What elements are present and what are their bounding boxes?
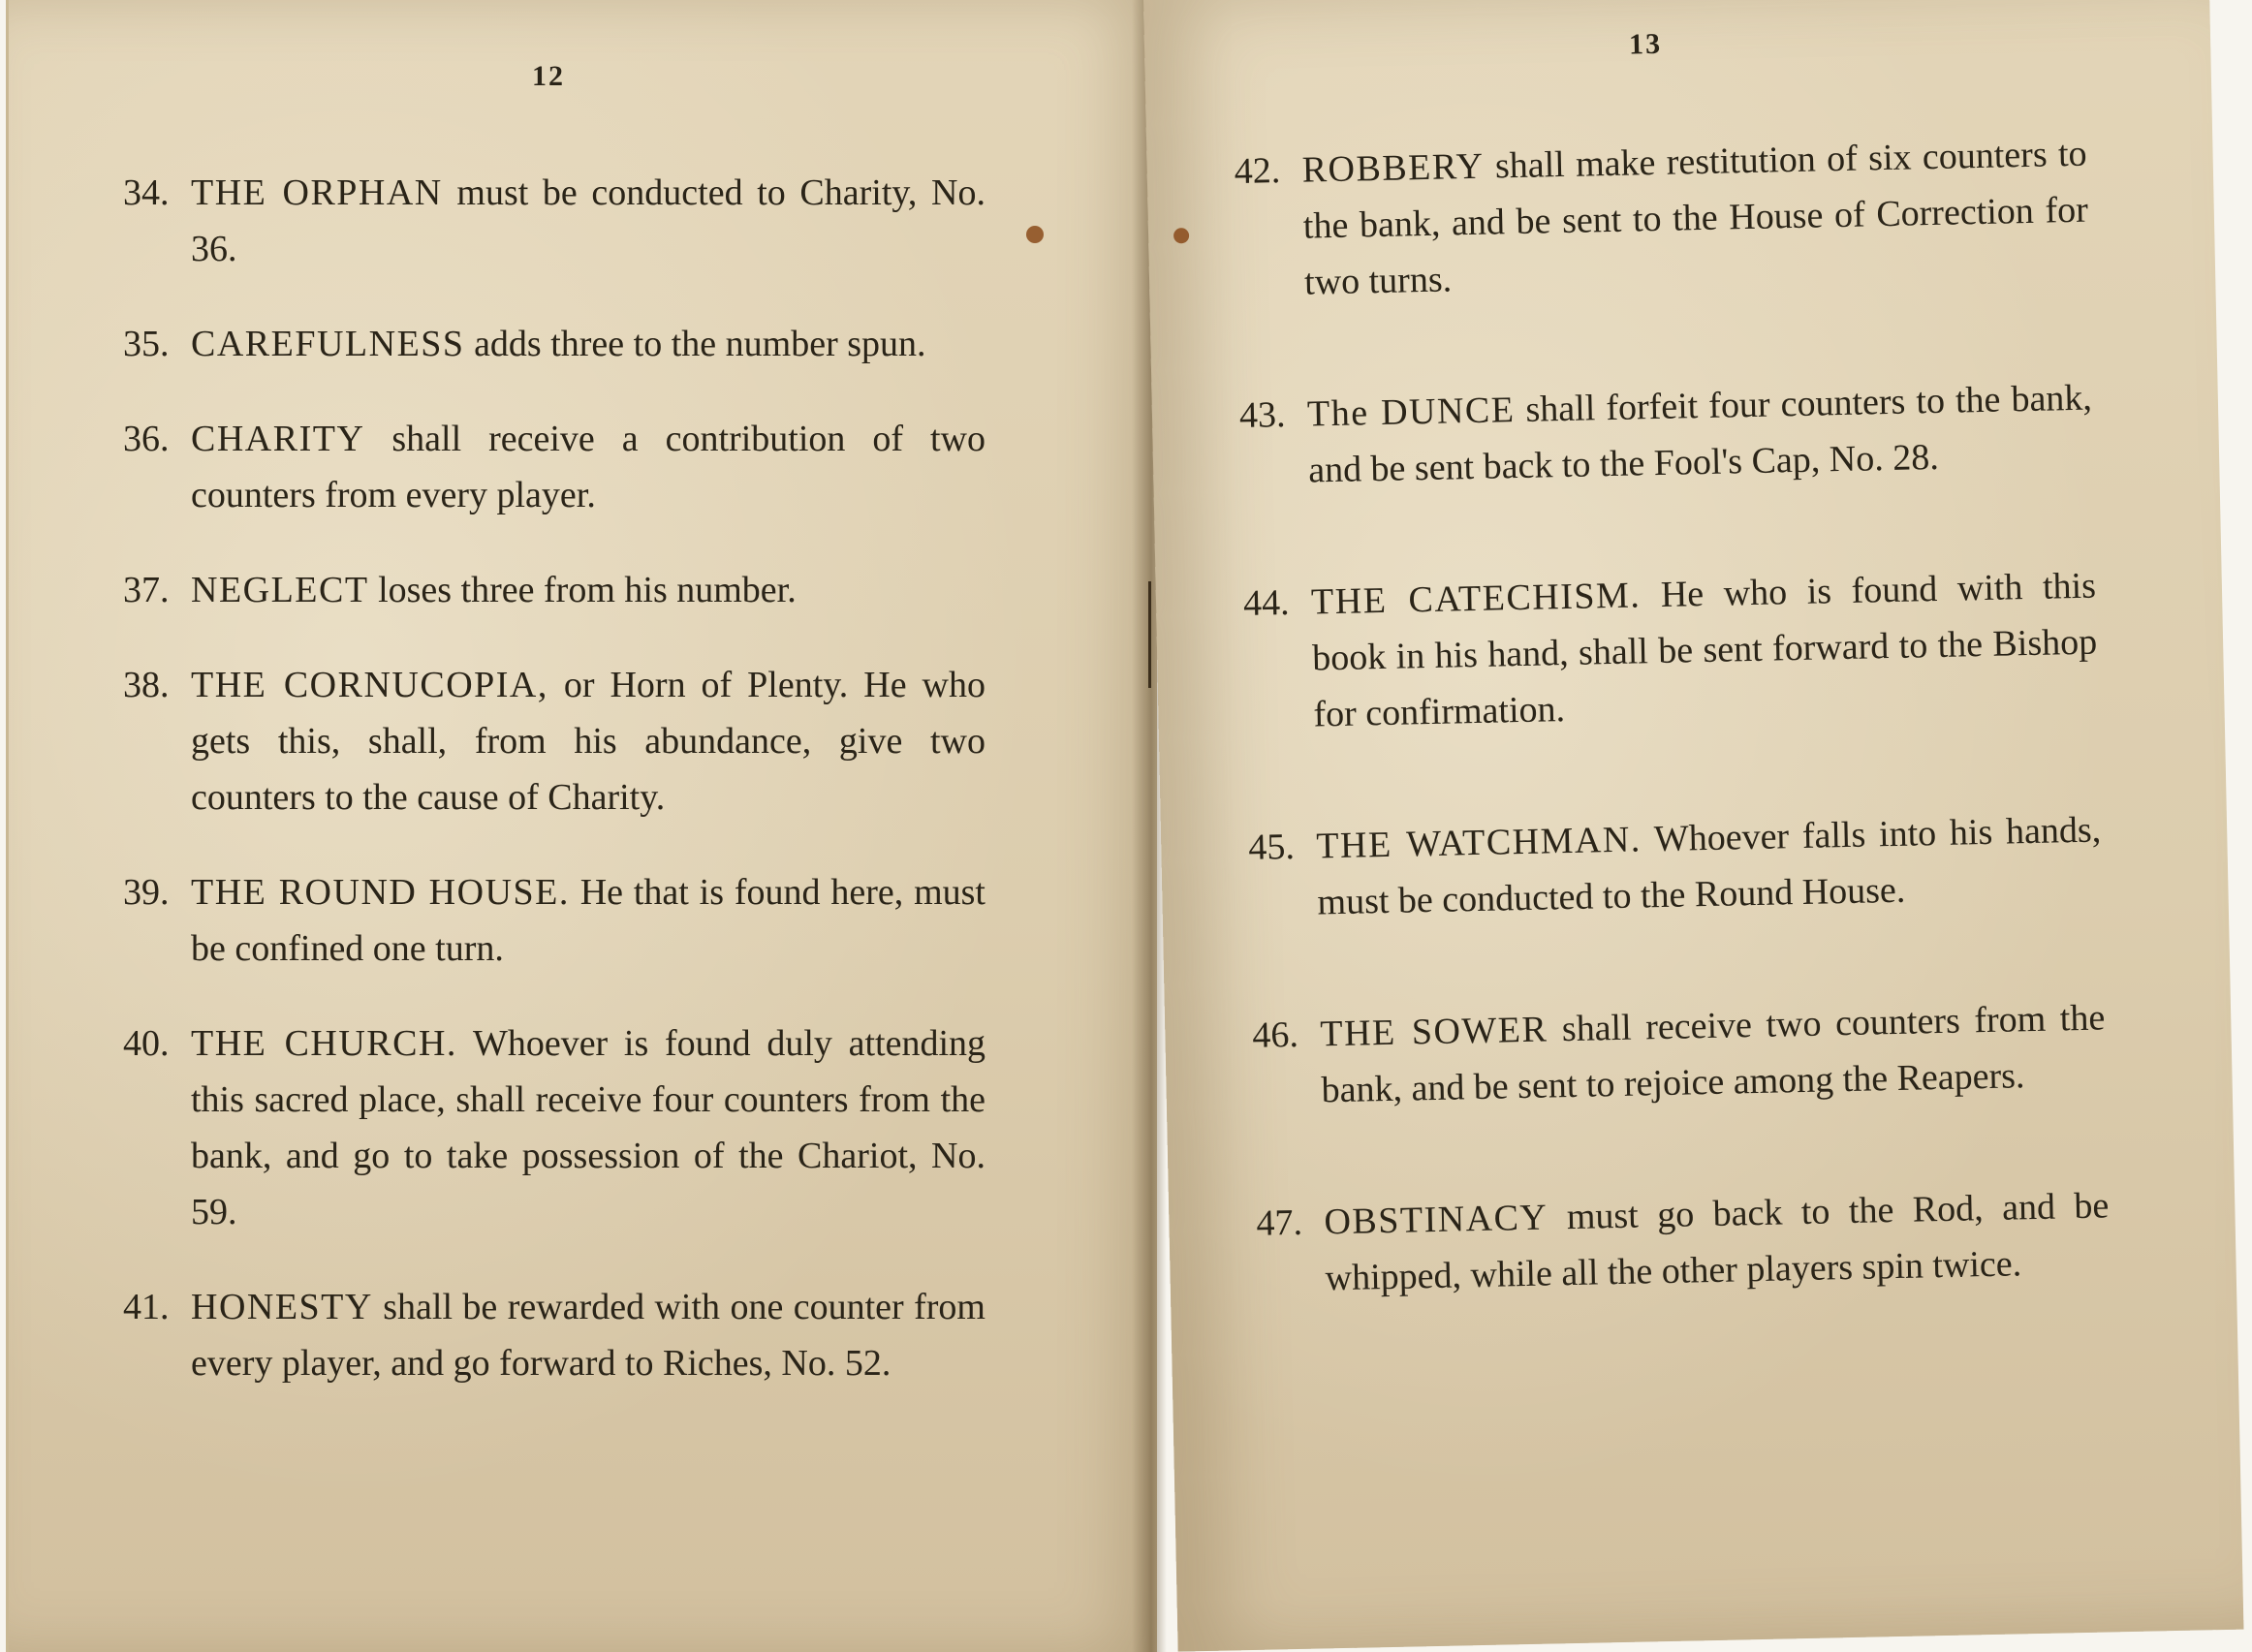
right-page — [1143, 0, 2243, 1652]
entry — [1242, 558, 2098, 744]
entry — [123, 562, 985, 618]
entry — [123, 165, 985, 277]
entry-body: He who is found with this book in his hand, shall be sent forward to the Bishop for confirmation. — [1311, 565, 2098, 735]
right-entries — [1234, 126, 2111, 1308]
entry-number: 43. — [1238, 394, 1286, 437]
entry-body: must go back to the Rod, and be whipped, while all the other players spin twice. — [1325, 1185, 2110, 1299]
torn-fold — [1148, 581, 1151, 688]
entry-body: Whoever falls into his hands, must be conducted to the Round House. — [1317, 809, 2102, 923]
entry — [1252, 989, 2107, 1119]
entry — [123, 411, 985, 523]
entry — [1248, 801, 2103, 931]
ink-stain — [1173, 228, 1189, 243]
entry-title: OBSTINACY — [1324, 1197, 1548, 1243]
page-number: 12 — [532, 60, 565, 92]
entry-title: CAREFULNESS — [191, 324, 465, 364]
entry-body: Whoever is found duly attending this sacred place, shall receive four counters from the bank, and go to take possession of the Chariot, No. 59. — [191, 1023, 985, 1232]
entry-body: shall receive two counters from the bank, and be sent to rejoice among the Reapers. — [1321, 997, 2106, 1111]
entry-title: THE CORNUCOPIA, — [191, 665, 548, 705]
entry-title: THE ORPHAN — [191, 172, 443, 213]
entry-body: He that is found here, must be confined one turn. — [191, 872, 985, 969]
entry-body: shall forfeit four counters to the bank, and be sent back to the Fool's Cap, No. 28. — [1307, 377, 2093, 491]
entry — [123, 864, 985, 977]
entry-number: 44. — [1242, 581, 1290, 624]
entry-number: 34. — [123, 172, 170, 213]
entry-number: 46. — [1251, 1013, 1299, 1056]
entry-number: 36. — [123, 419, 170, 459]
entry-title: THE ROUND HOUSE. — [191, 872, 570, 913]
entry-title: NEGLECT — [191, 570, 369, 610]
left-entries — [123, 165, 985, 1391]
page-number: 13 — [1628, 27, 1663, 61]
entry-title: CHARITY — [191, 419, 365, 459]
entry-title: ROBBERY — [1301, 145, 1486, 191]
entry-body: loses three from his number. — [368, 570, 797, 610]
entry-title: THE SOWER — [1319, 1009, 1548, 1055]
entry-number: 37. — [123, 570, 170, 610]
entry-title: The DUNCE — [1306, 390, 1516, 435]
entry — [123, 316, 985, 372]
entry-number: 35. — [123, 324, 170, 364]
entry-body: must be conducted to Charity, No. 36. — [191, 172, 985, 269]
entry-body: shall receive a contribution of two counters from every player. — [191, 419, 985, 515]
entry-number: 38. — [123, 665, 170, 705]
left-page — [6, 0, 1157, 1652]
ink-stain — [1026, 226, 1044, 243]
entry-number: 39. — [123, 872, 170, 913]
entry — [1234, 126, 2089, 312]
entry-body: shall make restitution of six counters to the bank, and be sent to the House of Correction for two turns. — [1302, 133, 2089, 303]
entry-number: 45. — [1247, 826, 1296, 868]
entry-number: 40. — [123, 1023, 170, 1064]
entry-number: 41. — [123, 1287, 170, 1327]
entry — [123, 657, 985, 826]
entry-number: 47. — [1256, 1201, 1303, 1244]
entry-title: THE WATCHMAN. — [1315, 819, 1642, 867]
entry-title: THE CHURCH. — [191, 1023, 457, 1064]
entry-title: HONESTY — [191, 1287, 373, 1327]
entry-body: adds three to the number spun. — [464, 324, 926, 364]
entry — [1238, 370, 2093, 500]
entry — [1256, 1177, 2111, 1307]
entry-body: or Horn of Plenty. He who gets this, shall, from his abundance, give two counters to the cause of Charity. — [191, 665, 985, 818]
entry — [123, 1279, 985, 1391]
entry-body: shall be rewarded with one counter from every player, and go forward to Riches, No. 52. — [191, 1287, 985, 1384]
entry-number: 42. — [1234, 150, 1281, 193]
entry — [123, 1015, 985, 1240]
entry-title: THE CATECHISM. — [1310, 575, 1642, 623]
